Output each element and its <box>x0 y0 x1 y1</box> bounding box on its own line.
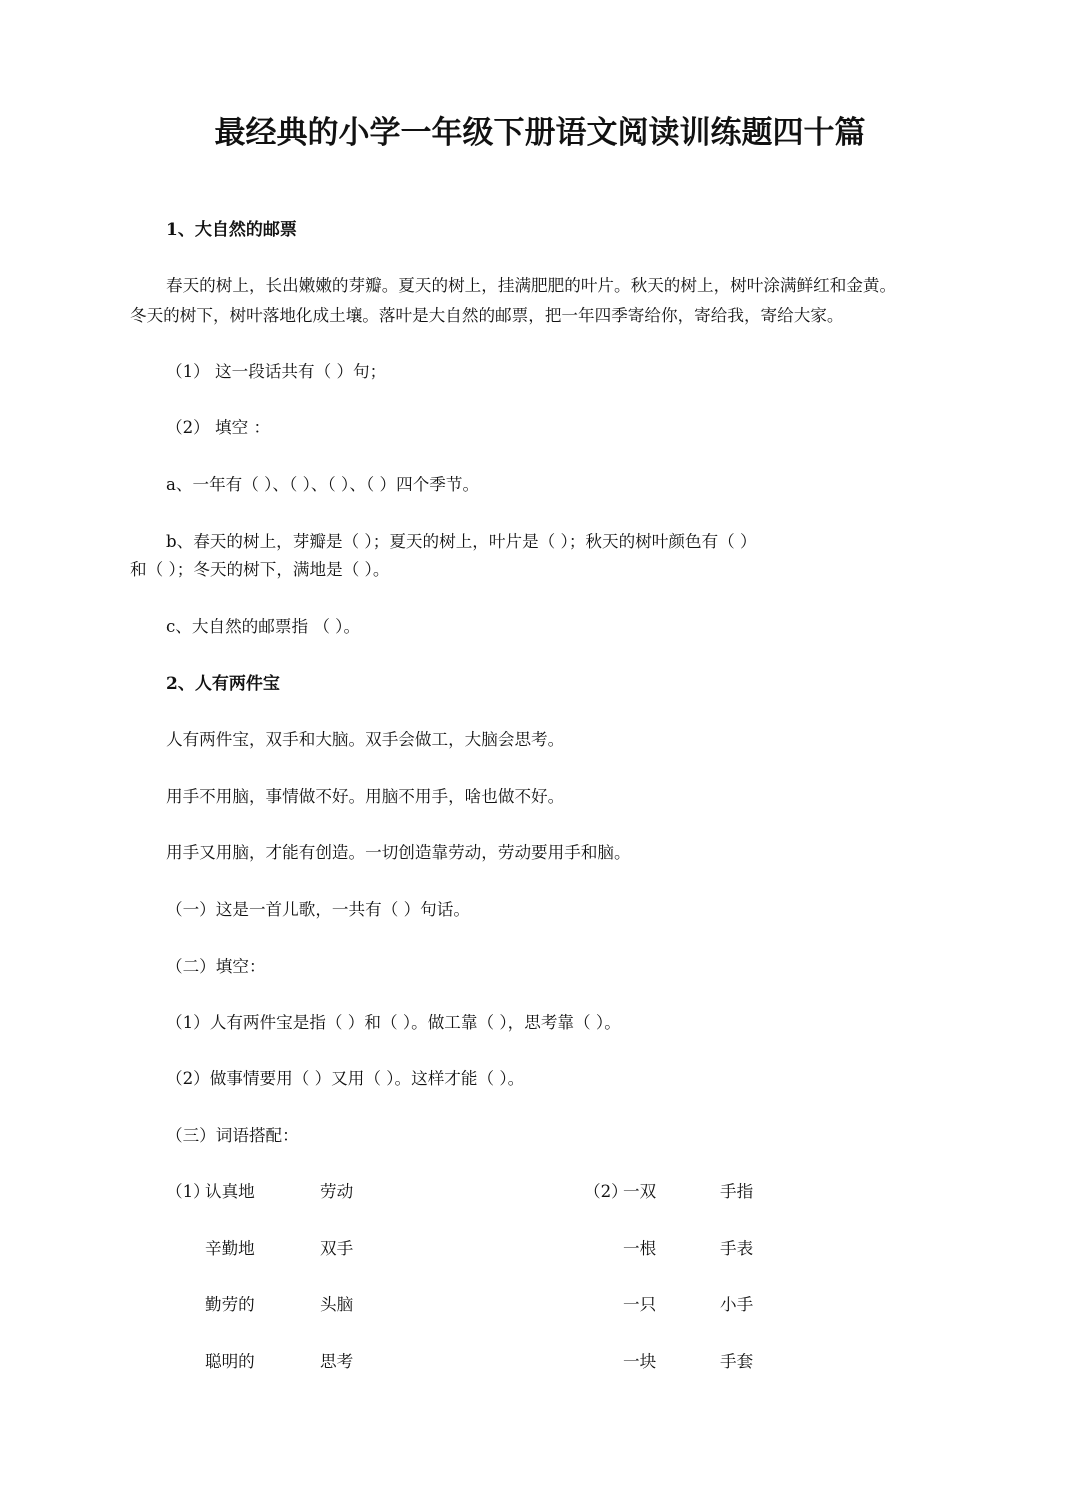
question-1: （1） 这一段话共有（ ）句； <box>166 362 387 381</box>
question-two: （二）填空： <box>166 957 266 976</box>
fill-in-1: （1）人有两件宝是指（ ）和（ ）。做工靠（ ），思考靠（ ）。 <box>166 1013 621 1032</box>
match-right-word: 手表 <box>720 1239 754 1258</box>
match-right-word: 一块 <box>623 1352 657 1371</box>
document-title: 最经典的小学一年级下册语文阅读训练题四十篇 <box>214 115 866 151</box>
poem-line-1: 人有两件宝，双手和大脑。双手会做工，大脑会思考。 <box>166 730 565 749</box>
match-left-label: （1） <box>166 1182 210 1201</box>
match-left-word: 聪明的 <box>205 1352 255 1371</box>
match-right-word: 一只 <box>623 1295 657 1314</box>
fill-in-2: （2）做事情要用（ ）又用（ ）。这样才能（ ）。 <box>166 1069 525 1088</box>
match-left-word: 认真地 <box>205 1182 255 1201</box>
match-left-word: 思考 <box>320 1352 354 1371</box>
match-left-word: 劳动 <box>320 1182 354 1201</box>
match-right-word: 手套 <box>720 1352 754 1371</box>
question-2b-line-2: 和（ ）；冬天的树下，满地是（ ）。 <box>130 560 390 579</box>
match-right-word: 一根 <box>623 1239 657 1258</box>
match-right-word: 手指 <box>720 1182 754 1201</box>
match-right-word: 小手 <box>720 1295 754 1314</box>
section-1-heading: 1、大自然的邮票 <box>166 220 297 240</box>
question-2b-line-1: b、春天的树上，芽瓣是（ ）；夏天的树上，叶片是（ ）；秋天的树叶颜色有（ ） <box>166 532 757 551</box>
match-right-word: 一双 <box>623 1182 657 1201</box>
poem-line-2: 用手不用脑，事情做不好。用脑不用手，啥也做不好。 <box>166 787 565 806</box>
match-left-word: 勤劳的 <box>205 1295 255 1314</box>
poem-line-3: 用手又用脑，才能有创造。一切创造靠劳动，劳动要用手和脑。 <box>166 843 631 862</box>
question-three: （三）词语搭配： <box>166 1126 299 1145</box>
match-right-label: （2） <box>584 1182 628 1201</box>
question-2: （2） 填空 ： <box>166 418 271 437</box>
section-2-heading: 2、人有两件宝 <box>166 674 280 694</box>
match-left-word: 双手 <box>320 1239 354 1258</box>
match-left-word: 头脑 <box>320 1295 354 1314</box>
passage-1-line-1: 春天的树上，长出嫩嫩的芽瓣。夏天的树上，挂满肥肥的叶片。秋天的树上，树叶涂满鲜红和金黄。 <box>166 276 897 295</box>
question-one: （一）这是一首儿歌，一共有（ ）句话。 <box>166 900 470 919</box>
question-2a: a、一年有（ ）、（ ）、（ ）、（ ）四个季节。 <box>166 475 480 494</box>
question-2c: c、大自然的邮票指 （ ）。 <box>166 617 361 636</box>
match-left-word: 辛勤地 <box>205 1239 255 1258</box>
passage-1-line-2: 冬天的树下，树叶落地化成土壤。落叶是大自然的邮票，把一年四季寄给你，寄给我，寄给大家。 <box>130 306 844 325</box>
